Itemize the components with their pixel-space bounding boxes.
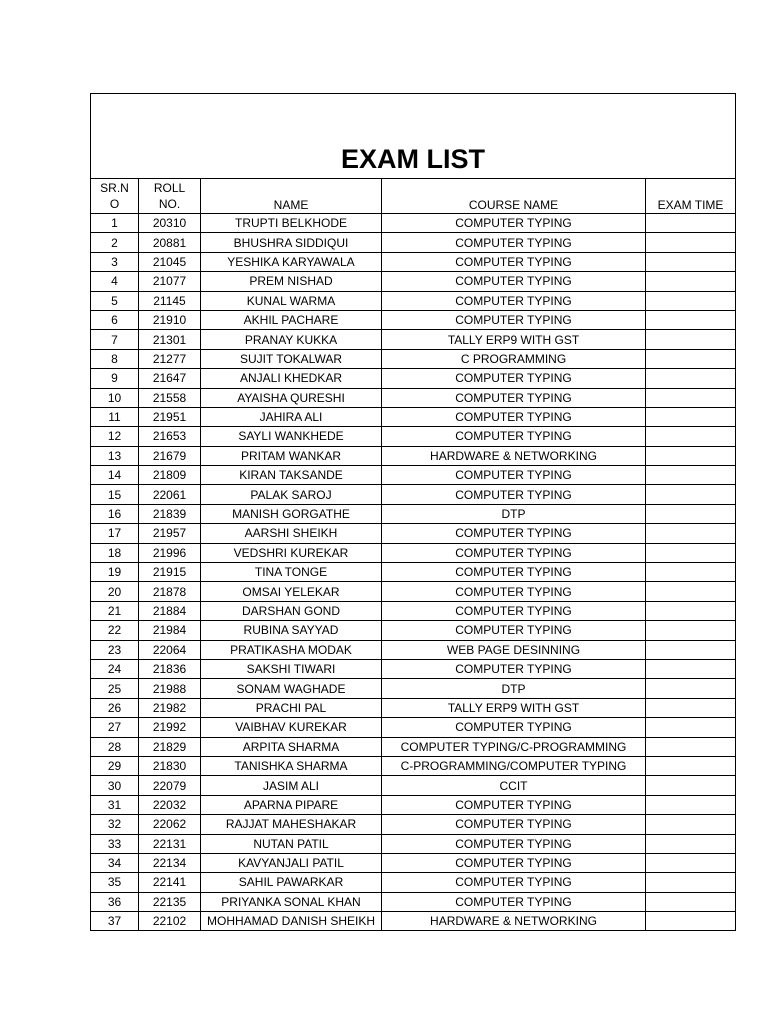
cell-srno: 35	[91, 873, 139, 892]
cell-roll: 22032	[139, 795, 201, 814]
cell-name: JASIM ALI	[201, 776, 382, 795]
cell-course: COMPUTER TYPING	[382, 815, 646, 834]
cell-roll: 21679	[139, 446, 201, 465]
table-row	[91, 640, 736, 659]
cell-course: COMPUTER TYPING	[382, 543, 646, 562]
table-row	[91, 698, 736, 717]
cell-name: PRANAY KUKKA	[201, 330, 382, 349]
cell-exam-time	[646, 446, 736, 465]
cell-roll: 21277	[139, 349, 201, 368]
cell-roll: 21836	[139, 659, 201, 678]
cell-name: ARPITA SHARMA	[201, 737, 382, 756]
cell-course: WEB PAGE DESINNING	[382, 640, 646, 659]
table-row	[91, 272, 736, 291]
cell-roll: 20310	[139, 214, 201, 233]
table-row	[91, 776, 736, 795]
cell-course: COMPUTER TYPING	[382, 310, 646, 329]
cell-roll: 22062	[139, 815, 201, 834]
cell-exam-time	[646, 369, 736, 388]
cell-name: PRITAM WANKAR	[201, 446, 382, 465]
cell-name: PRACHI PAL	[201, 698, 382, 717]
table-row	[91, 563, 736, 582]
cell-roll: 22131	[139, 834, 201, 853]
cell-roll: 21982	[139, 698, 201, 717]
cell-roll: 21839	[139, 504, 201, 523]
cell-course: COMPUTER TYPING	[382, 272, 646, 291]
table-row	[91, 912, 736, 931]
cell-course: COMPUTER TYPING	[382, 563, 646, 582]
page-title: EXAM LIST	[91, 94, 736, 179]
cell-srno: 25	[91, 679, 139, 698]
cell-course: C-PROGRAMMING/COMPUTER TYPING	[382, 756, 646, 775]
table-row	[91, 659, 736, 678]
table-row	[91, 504, 736, 523]
cell-course: COMPUTER TYPING	[382, 873, 646, 892]
cell-srno: 29	[91, 756, 139, 775]
cell-exam-time	[646, 795, 736, 814]
cell-srno: 10	[91, 388, 139, 407]
cell-srno: 18	[91, 543, 139, 562]
cell-name: AKHIL PACHARE	[201, 310, 382, 329]
cell-course: COMPUTER TYPING	[382, 466, 646, 485]
table-row	[91, 679, 736, 698]
cell-name: KIRAN TAKSANDE	[201, 466, 382, 485]
cell-roll: 21829	[139, 737, 201, 756]
cell-roll: 22061	[139, 485, 201, 504]
cell-roll: 21830	[139, 756, 201, 775]
table-row	[91, 214, 736, 233]
cell-srno: 9	[91, 369, 139, 388]
cell-roll: 21145	[139, 291, 201, 310]
cell-roll: 21915	[139, 563, 201, 582]
cell-exam-time	[646, 582, 736, 601]
cell-exam-time	[646, 601, 736, 620]
cell-name: KAVYANJALI PATIL	[201, 853, 382, 872]
table-row	[91, 601, 736, 620]
table-row	[91, 853, 736, 872]
table-row	[91, 892, 736, 911]
cell-exam-time	[646, 504, 736, 523]
cell-srno: 11	[91, 407, 139, 426]
table-row	[91, 252, 736, 271]
table-row	[91, 873, 736, 892]
cell-roll: 21647	[139, 369, 201, 388]
header-roll-line2: NO.	[158, 197, 181, 211]
cell-srno: 13	[91, 446, 139, 465]
cell-exam-time	[646, 912, 736, 931]
cell-srno: 19	[91, 563, 139, 582]
cell-name: SAKSHI TIWARI	[201, 659, 382, 678]
cell-srno: 12	[91, 427, 139, 446]
cell-name: SUJIT TOKALWAR	[201, 349, 382, 368]
table-row	[91, 466, 736, 485]
cell-course: COMPUTER TYPING	[382, 621, 646, 640]
table-row	[91, 834, 736, 853]
cell-name: ANJALI KHEDKAR	[201, 369, 382, 388]
cell-srno: 27	[91, 718, 139, 737]
cell-course: COMPUTER TYPING	[382, 834, 646, 853]
cell-roll: 21988	[139, 679, 201, 698]
cell-exam-time	[646, 853, 736, 872]
cell-exam-time	[646, 892, 736, 911]
cell-roll: 22064	[139, 640, 201, 659]
cell-roll: 22102	[139, 912, 201, 931]
table-row	[91, 582, 736, 601]
cell-srno: 24	[91, 659, 139, 678]
cell-roll: 21301	[139, 330, 201, 349]
cell-roll: 22134	[139, 853, 201, 872]
cell-roll: 21992	[139, 718, 201, 737]
cell-course: COMPUTER TYPING	[382, 407, 646, 426]
cell-course: CCIT	[382, 776, 646, 795]
cell-srno: 21	[91, 601, 139, 620]
cell-exam-time	[646, 233, 736, 252]
cell-course: COMPUTER TYPING	[382, 582, 646, 601]
cell-name: NUTAN PATIL	[201, 834, 382, 853]
header-roll-line1: ROLL	[153, 181, 186, 195]
cell-exam-time	[646, 291, 736, 310]
cell-exam-time	[646, 756, 736, 775]
cell-course: COMPUTER TYPING	[382, 233, 646, 252]
cell-exam-time	[646, 388, 736, 407]
table-row	[91, 737, 736, 756]
cell-name: VEDSHRI KUREKAR	[201, 543, 382, 562]
cell-exam-time	[646, 349, 736, 368]
cell-name: PRATIKASHA MODAK	[201, 640, 382, 659]
cell-exam-time	[646, 310, 736, 329]
header-exam-time: EXAM TIME	[646, 179, 736, 214]
table-row	[91, 485, 736, 504]
cell-course: COMPUTER TYPING	[382, 853, 646, 872]
table-row	[91, 233, 736, 252]
table-row	[91, 446, 736, 465]
cell-course: HARDWARE & NETWORKING	[382, 446, 646, 465]
cell-name: KUNAL WARMA	[201, 291, 382, 310]
cell-exam-time	[646, 563, 736, 582]
cell-exam-time	[646, 815, 736, 834]
cell-exam-time	[646, 873, 736, 892]
cell-srno: 26	[91, 698, 139, 717]
cell-exam-time	[646, 427, 736, 446]
cell-roll: 22079	[139, 776, 201, 795]
cell-srno: 15	[91, 485, 139, 504]
table-row	[91, 291, 736, 310]
cell-exam-time	[646, 407, 736, 426]
cell-course: TALLY ERP9 WITH GST	[382, 330, 646, 349]
table-body	[91, 214, 736, 931]
cell-name: AARSHI SHEIKH	[201, 524, 382, 543]
cell-roll: 21951	[139, 407, 201, 426]
cell-course: COMPUTER TYPING	[382, 291, 646, 310]
cell-exam-time	[646, 524, 736, 543]
cell-roll: 20881	[139, 233, 201, 252]
cell-exam-time	[646, 737, 736, 756]
cell-srno: 16	[91, 504, 139, 523]
cell-course: TALLY ERP9 WITH GST	[382, 698, 646, 717]
cell-roll: 21878	[139, 582, 201, 601]
cell-srno: 36	[91, 892, 139, 911]
table-row	[91, 330, 736, 349]
header-course: COURSE NAME	[382, 179, 646, 214]
cell-name: OMSAI YELEKAR	[201, 582, 382, 601]
cell-roll: 21910	[139, 310, 201, 329]
cell-course: COMPUTER TYPING	[382, 369, 646, 388]
cell-name: RAJJAT MAHESHAKAR	[201, 815, 382, 834]
cell-course: COMPUTER TYPING	[382, 659, 646, 678]
cell-name: SONAM WAGHADE	[201, 679, 382, 698]
cell-exam-time	[646, 718, 736, 737]
cell-roll: 22141	[139, 873, 201, 892]
table-row	[91, 349, 736, 368]
cell-roll: 22135	[139, 892, 201, 911]
header-srno-line2: O	[109, 197, 120, 211]
cell-srno: 30	[91, 776, 139, 795]
table-row	[91, 524, 736, 543]
cell-exam-time	[646, 640, 736, 659]
cell-course: COMPUTER TYPING	[382, 601, 646, 620]
table-row	[91, 543, 736, 562]
cell-course: COMPUTER TYPING	[382, 718, 646, 737]
cell-roll: 21996	[139, 543, 201, 562]
cell-srno: 20	[91, 582, 139, 601]
cell-srno: 5	[91, 291, 139, 310]
header-roll	[139, 179, 201, 214]
table-row	[91, 718, 736, 737]
table-row	[91, 621, 736, 640]
cell-course: DTP	[382, 679, 646, 698]
cell-course: COMPUTER TYPING	[382, 388, 646, 407]
cell-exam-time	[646, 485, 736, 504]
cell-exam-time	[646, 679, 736, 698]
exam-list-table	[90, 93, 736, 931]
table-row	[91, 310, 736, 329]
cell-srno: 7	[91, 330, 139, 349]
cell-name: TRUPTI BELKHODE	[201, 214, 382, 233]
table-row	[91, 388, 736, 407]
cell-name: TANISHKA SHARMA	[201, 756, 382, 775]
header-srno-line1: SR.N	[100, 181, 129, 195]
cell-name: JAHIRA ALI	[201, 407, 382, 426]
table-row	[91, 756, 736, 775]
cell-srno: 28	[91, 737, 139, 756]
cell-exam-time	[646, 659, 736, 678]
cell-srno: 23	[91, 640, 139, 659]
cell-name: SAHIL PAWARKAR	[201, 873, 382, 892]
cell-course: COMPUTER TYPING	[382, 485, 646, 504]
cell-roll: 21984	[139, 621, 201, 640]
cell-name: MANISH GORGATHE	[201, 504, 382, 523]
cell-course: COMPUTER TYPING	[382, 795, 646, 814]
table-row	[91, 427, 736, 446]
cell-name: BHUSHRA SIDDIQUI	[201, 233, 382, 252]
header-srno	[91, 179, 139, 214]
cell-course: COMPUTER TYPING	[382, 214, 646, 233]
cell-srno: 14	[91, 466, 139, 485]
cell-srno: 8	[91, 349, 139, 368]
table-row	[91, 795, 736, 814]
cell-exam-time	[646, 543, 736, 562]
cell-exam-time	[646, 252, 736, 271]
cell-name: PRIYANKA SONAL KHAN	[201, 892, 382, 911]
cell-name: VAIBHAV KUREKAR	[201, 718, 382, 737]
cell-srno: 2	[91, 233, 139, 252]
cell-exam-time	[646, 272, 736, 291]
table-row	[91, 407, 736, 426]
cell-course: COMPUTER TYPING/C-PROGRAMMING	[382, 737, 646, 756]
cell-srno: 4	[91, 272, 139, 291]
cell-srno: 33	[91, 834, 139, 853]
cell-name: APARNA PIPARE	[201, 795, 382, 814]
cell-exam-time	[646, 698, 736, 717]
cell-name: TINA TONGE	[201, 563, 382, 582]
cell-exam-time	[646, 621, 736, 640]
cell-srno: 31	[91, 795, 139, 814]
cell-exam-time	[646, 466, 736, 485]
cell-srno: 22	[91, 621, 139, 640]
cell-exam-time	[646, 776, 736, 795]
cell-srno: 1	[91, 214, 139, 233]
cell-exam-time	[646, 214, 736, 233]
cell-roll: 21653	[139, 427, 201, 446]
cell-srno: 3	[91, 252, 139, 271]
cell-name: RUBINA SAYYAD	[201, 621, 382, 640]
cell-course: COMPUTER TYPING	[382, 252, 646, 271]
cell-name: PALAK SAROJ	[201, 485, 382, 504]
cell-course: COMPUTER TYPING	[382, 427, 646, 446]
cell-roll: 21884	[139, 601, 201, 620]
cell-roll: 21077	[139, 272, 201, 291]
cell-name: DARSHAN GOND	[201, 601, 382, 620]
cell-srno: 32	[91, 815, 139, 834]
cell-roll: 21809	[139, 466, 201, 485]
cell-exam-time	[646, 330, 736, 349]
cell-exam-time	[646, 834, 736, 853]
cell-name: YESHIKA KARYAWALA	[201, 252, 382, 271]
cell-name: SAYLI WANKHEDE	[201, 427, 382, 446]
cell-roll: 21957	[139, 524, 201, 543]
cell-course: DTP	[382, 504, 646, 523]
cell-name: MOHHAMAD DANISH SHEIKH	[201, 912, 382, 931]
cell-name: PREM NISHAD	[201, 272, 382, 291]
table-header-row	[91, 179, 736, 214]
table-row	[91, 815, 736, 834]
cell-srno: 37	[91, 912, 139, 931]
cell-srno: 6	[91, 310, 139, 329]
cell-course: COMPUTER TYPING	[382, 524, 646, 543]
exam-list-sheet	[90, 93, 735, 931]
cell-course: COMPUTER TYPING	[382, 892, 646, 911]
table-row	[91, 369, 736, 388]
header-name: NAME	[201, 179, 382, 214]
cell-srno: 34	[91, 853, 139, 872]
cell-name: AYAISHA QURESHI	[201, 388, 382, 407]
cell-srno: 17	[91, 524, 139, 543]
cell-roll: 21045	[139, 252, 201, 271]
cell-course: C PROGRAMMING	[382, 349, 646, 368]
cell-roll: 21558	[139, 388, 201, 407]
cell-course: HARDWARE & NETWORKING	[382, 912, 646, 931]
